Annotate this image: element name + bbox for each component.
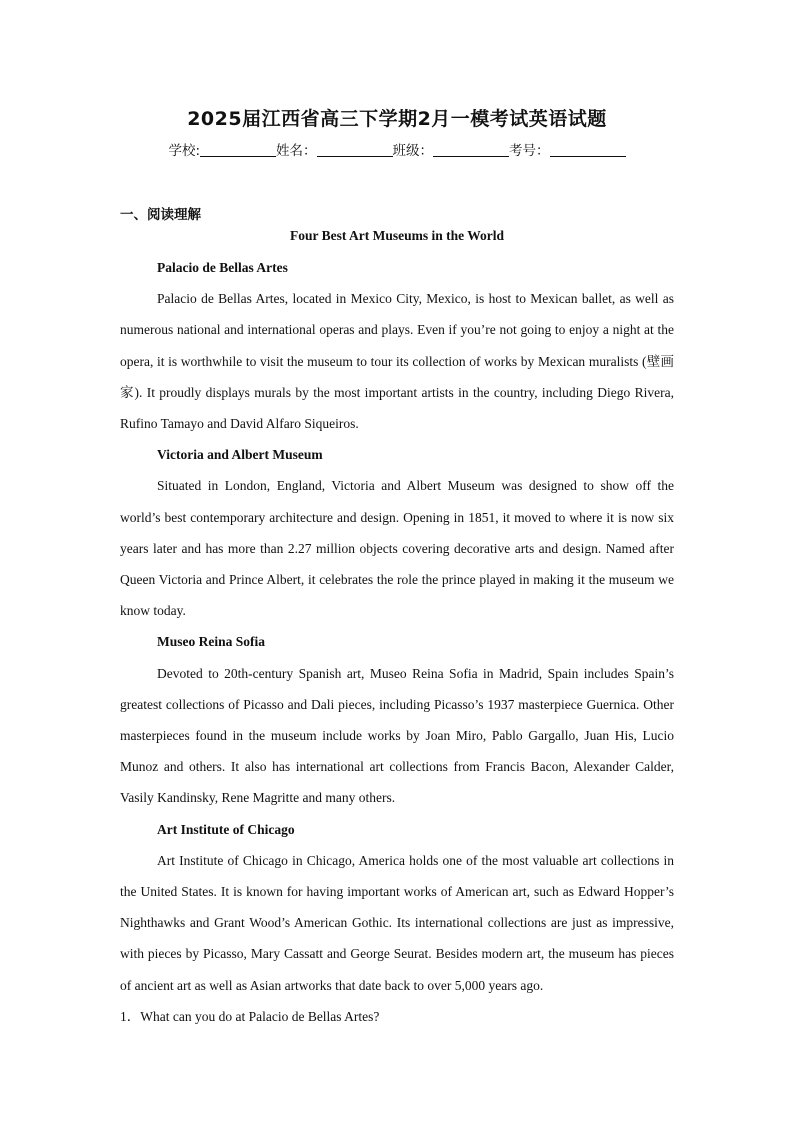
question-number: 1． [120, 1008, 141, 1024]
passage-body [120, 252, 674, 1032]
school-label: 学校: [168, 143, 201, 159]
class-blank[interactable] [433, 142, 509, 157]
museum-paragraph: Art Institute of Chicago in Chicago, America holds one of the most valuable art collections in the United States. It is known for having important works of American art, such as Edward Hopper’s Nighthawks and Grant Wood’s American Gothic. Its international collections are just as impressive, with pieces by Picasso, Mary Cassatt and George Seurat. Besides modern art, the museum has pieces of ancient art as well as Asian artworks that date back to over 5,000 years ago. [120, 852, 674, 993]
student-info-row [0, 139, 794, 159]
passage-title: Four Best Art Museums in the World [289, 228, 504, 243]
museum-heading: Art Institute of Chicago [157, 821, 295, 837]
question-item [120, 1001, 674, 1032]
question-text: What can you do at Palacio de Bellas Artes? [140, 1008, 380, 1024]
name-label: 姓名： [276, 143, 317, 159]
museum-paragraph: Situated in London, England, Victoria and Albert Museum was designed to show off the world’s best contemporary architecture and design. Opening in 1851, it moved to where it is now six years later and has more than 2.27 million objects covering decorative arts and design. Named after Queen Victoria and Prince Albert, it celebrates the role the prince played in making it the museum we know today. [120, 478, 674, 619]
museum-heading: Museo Reina Sofia [157, 634, 265, 650]
museum-heading: Palacio de Bellas Artes [157, 260, 288, 275]
section-heading: 一、阅读理解 [120, 207, 201, 223]
museum-paragraph: Palacio de Bellas Artes, located in Mexico City, Mexico, is host to Mexican ballet, as well as numerous national and international operas and plays. Even if you’re not going to enjoy a night at the opera, it is worthwhile to visit the museum to tour its collection of works by Mexican muralists (壁画家). It proudly displays murals by the most important artists in the country, including Diego Rivera, Rufino Tamayo and David Alfaro Siqueiros. [120, 291, 674, 432]
name-blank[interactable] [317, 142, 393, 157]
school-blank[interactable] [200, 142, 276, 157]
exam-title: 2025届江西省高三下学期2月一模考试英语试题 [187, 108, 607, 130]
exam-number-blank[interactable] [550, 142, 626, 157]
museum-paragraph: Devoted to 20th-century Spanish art, Museo Reina Sofia in Madrid, Spain includes Spain’s greatest collections of Picasso and Dali pieces, including Picasso’s 1937 masterpiece Guernica. Other masterpieces found in the museum include works by Joan Miro, Pablo Gargallo, Juan His, Lucio Munoz and others. It also has international art collections from Francis Bacon, Alexander Calder, Vasily Kandinsky, Rene Magritte and many others. [120, 665, 674, 806]
class-label: 班级： [392, 143, 434, 159]
exam-number-label: 考号： [509, 143, 550, 159]
museum-heading: Victoria and Albert Museum [157, 447, 323, 463]
